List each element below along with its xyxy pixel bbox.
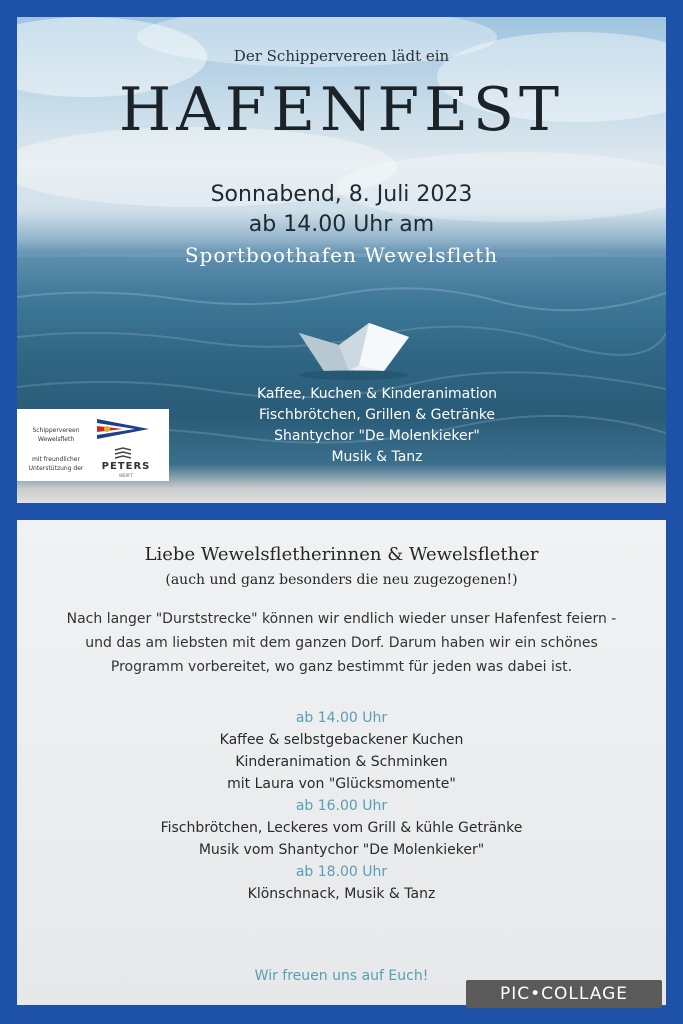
poster-time: ab 14.00 Uhr am xyxy=(248,212,435,237)
poster-title: HAFENFEST xyxy=(118,75,565,145)
letter-closing: Wir freuen uns auf Euch! xyxy=(254,968,429,984)
poster-location: Sportboothafen Wewelsfleth xyxy=(184,243,499,267)
feature-item: Shantychor "De Molenkieker" xyxy=(274,428,480,444)
schedule-item: Kinderanimation & Schminken xyxy=(235,754,448,770)
letter-subgreeting: (auch und ganz besonders die neu zugezogenen!) xyxy=(165,572,518,588)
sponsor-thanks: mit freundlicher Unterstützung der xyxy=(28,456,84,472)
club-pennant-logo xyxy=(95,417,151,441)
sponsor-box xyxy=(17,409,169,481)
letter-intro xyxy=(37,607,646,679)
schedule-block-1800 xyxy=(17,861,666,905)
schedule-block-1600 xyxy=(17,795,666,861)
schedule-time: ab 14.00 Uhr xyxy=(295,710,388,726)
feature-item: Fischbrötchen, Grillen & Getränke xyxy=(258,407,496,423)
peters-logo-icon xyxy=(113,447,133,459)
schedule-time: ab 18.00 Uhr xyxy=(295,864,388,880)
paper-boat-icon xyxy=(279,313,429,385)
schedule-item: Kaffee & selbstgebackener Kuchen xyxy=(219,732,464,748)
poster-card xyxy=(17,17,666,503)
feature-item: Kaffee, Kuchen & Kinderanimation xyxy=(256,386,498,402)
poster-date: Sonnabend, 8. Juli 2023 xyxy=(210,182,473,207)
sponsor-club: Schippervereen Wewelsfleth xyxy=(32,427,80,443)
schedule-item: Klönschnack, Musik & Tanz xyxy=(247,886,436,902)
sponsor-company-sub: WERFT xyxy=(119,473,133,478)
intro-line: Nach langer "Durststrecke" können wir endlich wieder unser Hafenfest feiern - xyxy=(66,611,617,627)
letter-greeting: Liebe Wewelsfletherinnen & Wewelsflether xyxy=(144,544,539,565)
poster-feature-list xyxy=(147,384,607,468)
intro-line: und das am liebsten mit dem ganzen Dorf. Darum haben wir ein schönes xyxy=(85,635,598,651)
feature-item: Musik & Tanz xyxy=(331,449,423,465)
schedule-item: Fischbrötchen, Leckeres vom Grill & kühle Getränke xyxy=(160,820,523,836)
sponsor-company: PETERS xyxy=(101,461,151,472)
schedule-item: Musik vom Shantychor "De Molenkieker" xyxy=(198,842,485,858)
schedule-block-1400 xyxy=(17,707,666,795)
schedule-item: mit Laura von "Glücksmomente" xyxy=(227,776,456,792)
collage-watermark: PIC•COLLAGE xyxy=(466,980,662,1008)
intro-line: Programm vorbereitet, wo ganz bestimmt für jeden was dabei ist. xyxy=(110,659,573,675)
poster-intro: Der Schippervereen lädt ein xyxy=(233,47,450,65)
letter-card xyxy=(17,520,666,1005)
schedule-time: ab 16.00 Uhr xyxy=(295,798,388,814)
